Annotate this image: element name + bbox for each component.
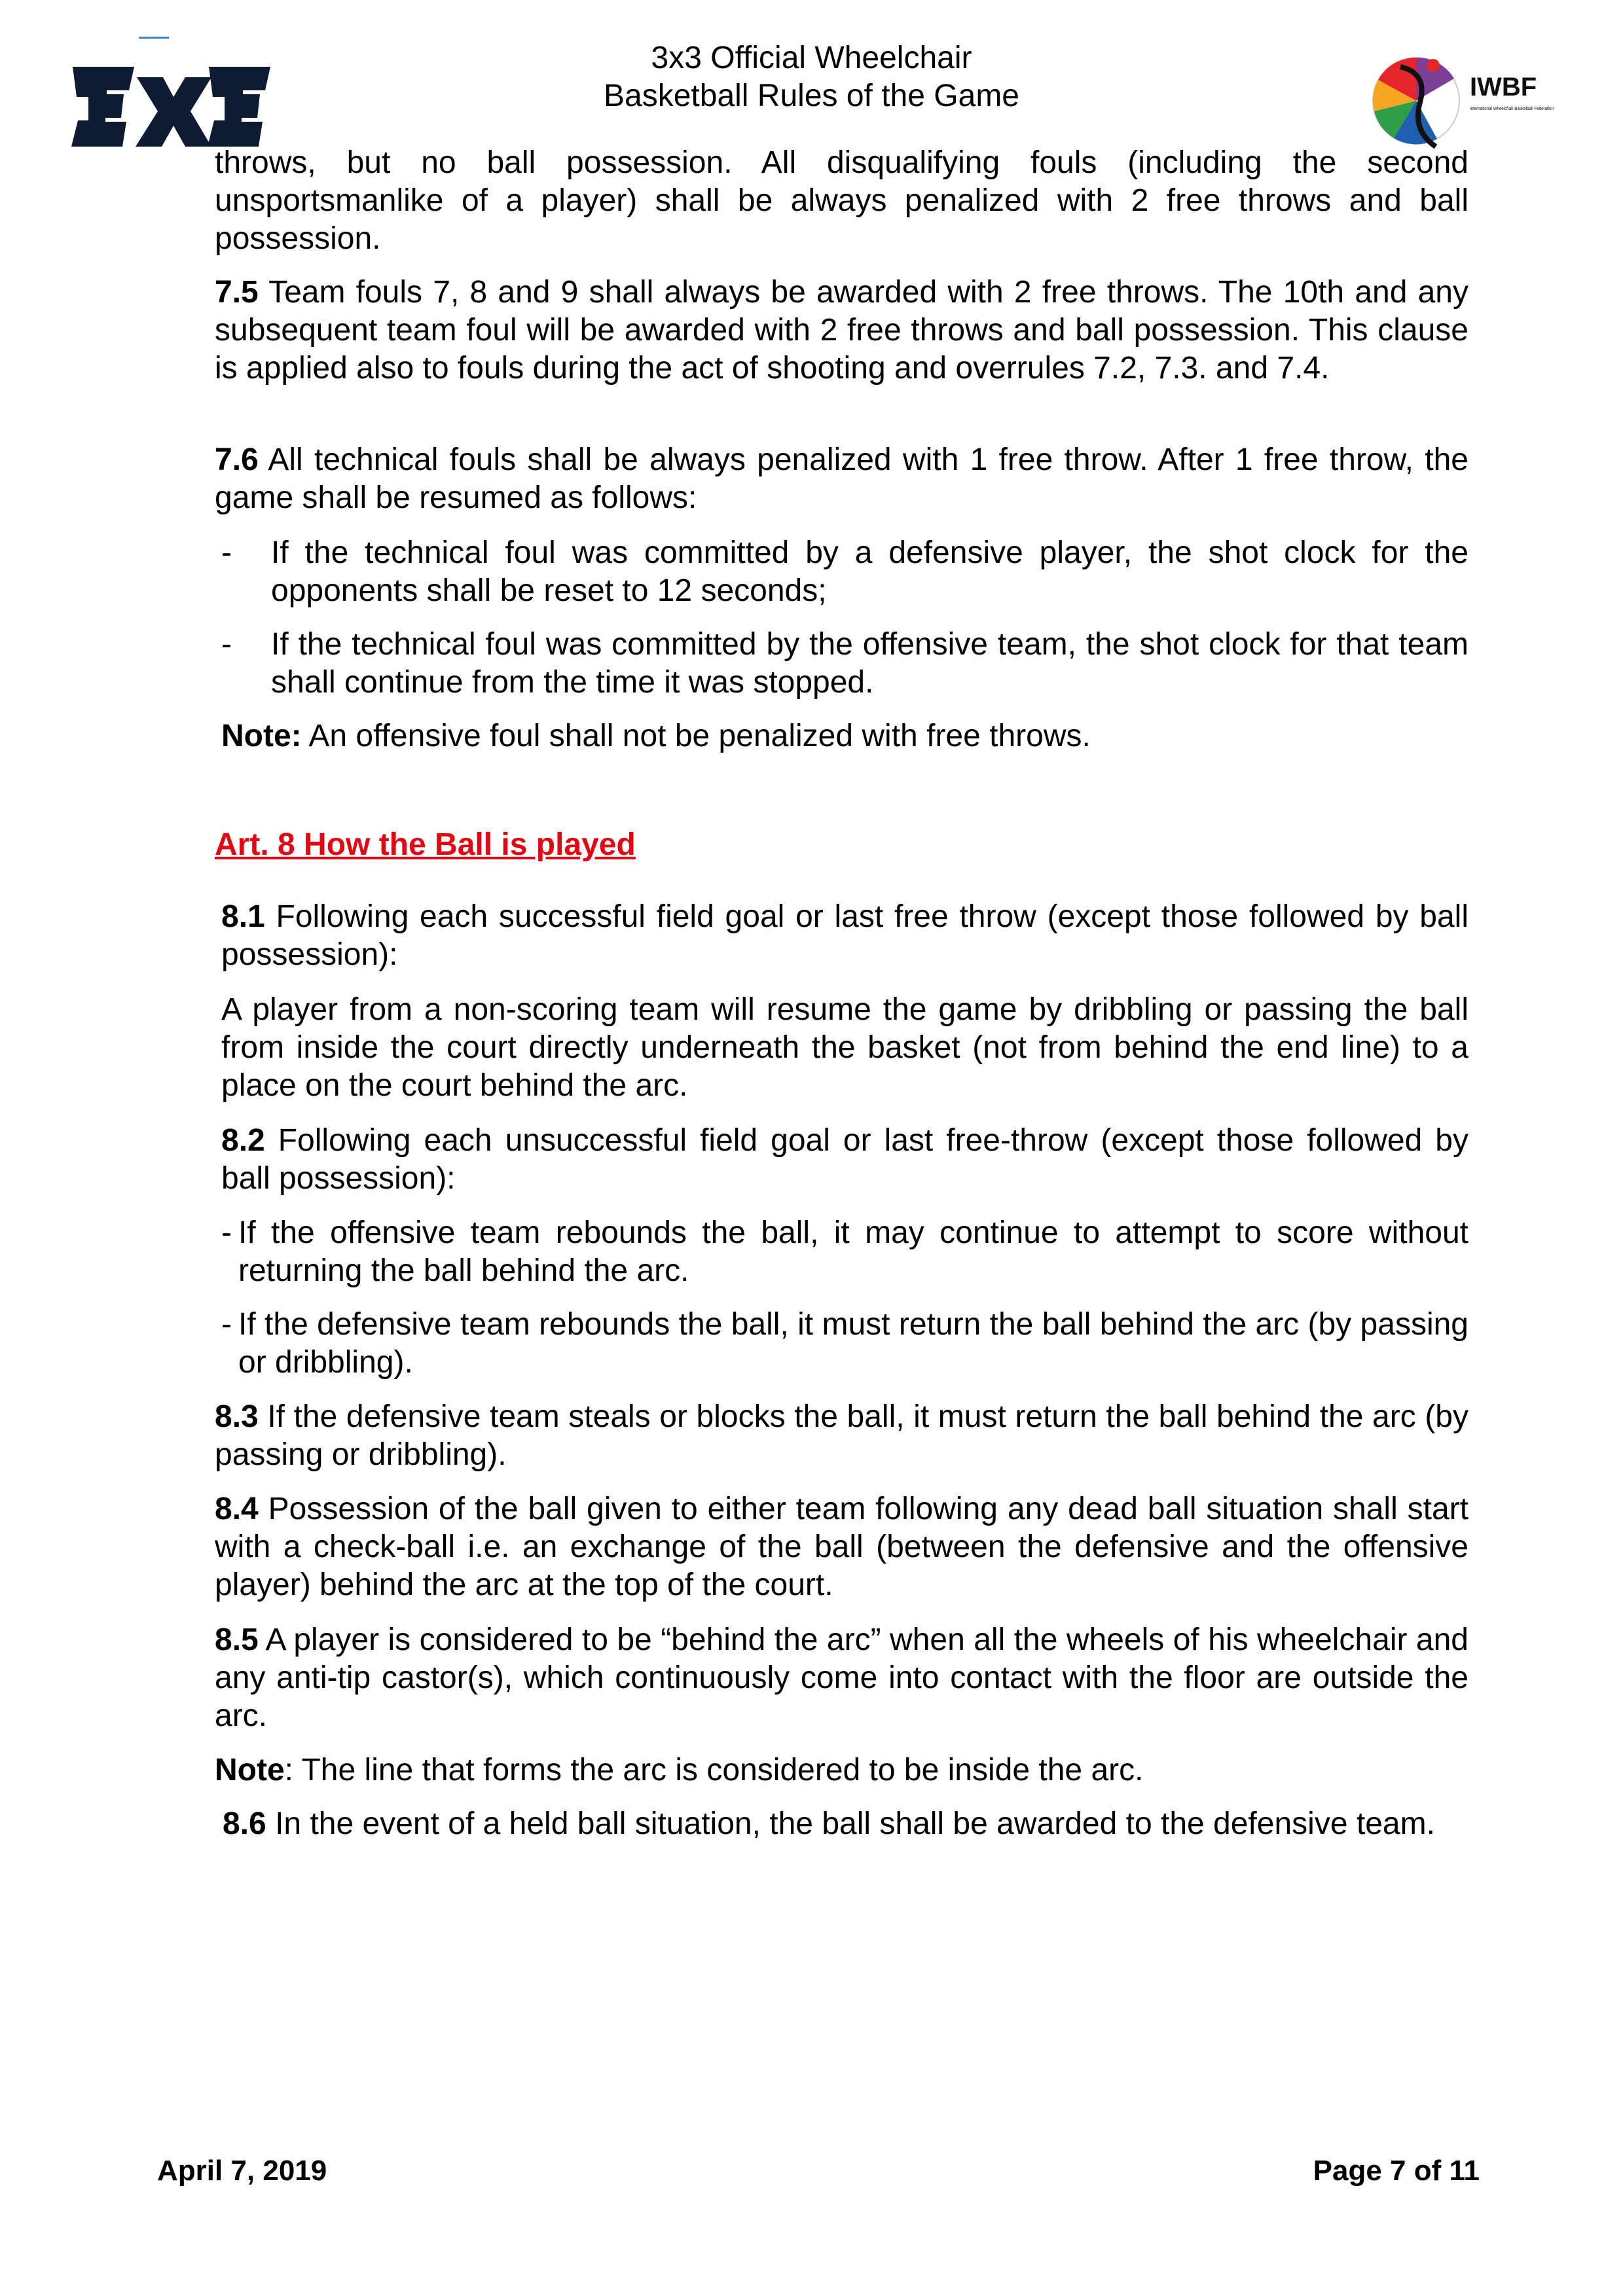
note-text: An offensive foul shall not be penalized with free throws. (301, 719, 1091, 753)
footer-page-number: Page 7 of 11 (1313, 2155, 1480, 2187)
iwbf-logo (1365, 48, 1561, 153)
rule-8-4 (215, 1490, 1468, 1604)
rule-8-3-text: If the defensive team steals or blocks the ball, it must return the ball behind the arc (by passing or dribbling). (215, 1399, 1468, 1472)
rule-8-4-text: Possession of the ball given to either team following any dead ball situation shall start with a check-ball i.e. an exchange of the ball (between the defensive and the offensive player) behind the arc at the top of the court. (215, 1492, 1468, 1602)
rule-8-2-bullet-2: If the defensive team rebounds the ball, it must return the ball behind the arc (by passing or dribbling). (238, 1307, 1468, 1380)
rule-8-1-label: 8.1 (221, 899, 265, 934)
logo-accent-line (139, 37, 169, 39)
rule-7-5 (215, 274, 1468, 387)
header-title-line2: Basketball Rules of the Game (604, 79, 1019, 113)
rule-7-5-text: Team fouls 7, 8 and 9 shall always be awarded with 2 free throws. The 10th and any subsequent team foul will be awarded with 2 free throws and ball possession. This clause is applied also to fouls during the act of shooting and overrules 7.2, 7.3. and 7.4. (215, 275, 1468, 386)
note-text: : The line that forms the arc is considered to be inside the arc. (284, 1753, 1144, 1787)
rule-8-2 (221, 1122, 1468, 1198)
iwbf-globe-icon (1373, 58, 1459, 147)
rule-7-6 (215, 441, 1468, 517)
footer-date: April 7, 2019 (157, 2155, 327, 2187)
note-label: Note: (221, 719, 302, 753)
rule-8-6-text: In the event of a held ball situation, the ball shall be awarded to the defensive team. (266, 1806, 1435, 1841)
continuation-paragraph: throws, but no ball possession. All disqualifying fouls (including the second unsportsmanlike of a player) shall be always penalized with 2 free throws and ball possession. (215, 145, 1468, 256)
right-logo-subtext: International Wheelchair Basketball Federation (1470, 107, 1554, 111)
header-title-line1: 3x3 Official Wheelchair (651, 41, 972, 75)
note-label: Note (215, 1753, 285, 1787)
rule-8-2-label: 8.2 (221, 1123, 265, 1158)
rule-7-6-label: 7.6 (215, 442, 259, 477)
rule-7-6-bullet-1: If the technical foul was committed by a defensive player, the shot clock for the opponents shall be reset to 12 seconds; (271, 535, 1468, 608)
bullet-dash: - (221, 1215, 232, 1250)
rule-8-2-bullet-1: If the offensive team rebounds the ball, it may continue to attempt to score without returning the ball behind the arc. (238, 1215, 1468, 1288)
note-offensive-foul (221, 717, 1468, 755)
bullet-dash: - (221, 1307, 232, 1342)
rule-8-5-label: 8.5 (215, 1623, 259, 1657)
bullet-dash: - (221, 535, 232, 570)
rule-8-1-text: Following each successful field goal or last free throw (except those followed by ball possession): (221, 899, 1468, 972)
bullet-dash: - (221, 627, 232, 662)
rule-8-6-label: 8.6 (223, 1806, 266, 1841)
rule-8-2-text: Following each unsuccessful field goal or last free-throw (except those followed by ball possession): (221, 1123, 1468, 1196)
note-arc-line (215, 1751, 1468, 1789)
rule-8-1-paragraph: A player from a non-scoring team will resume the game by dribbling or passing the ball from inside the court directly underneath the basket (not from behind the end line) to a place on the court behind the arc. (221, 992, 1468, 1103)
rule-8-5-text: A player is considered to be “behind the arc” when all the wheels of his wheelchair and any anti-tip castor(s), which continuously come into contact with the floor are outside the arc. (215, 1623, 1468, 1733)
rule-8-3-label: 8.3 (215, 1399, 259, 1434)
rule-8-4-label: 8.4 (215, 1492, 259, 1526)
rule-8-1 (221, 898, 1468, 974)
rule-8-6 (215, 1805, 1468, 1843)
rule-7-6-bullet-2: If the technical foul was committed by the offensive team, the shot clock for that team shall continue from the time it was stopped. (271, 627, 1468, 700)
rule-8-3 (215, 1398, 1468, 1474)
rule-8-5 (215, 1621, 1468, 1735)
rule-7-6-text: All technical fouls shall be always penalized with 1 free throw. After 1 free throw, the game shall be resumed as follows: (215, 442, 1468, 515)
article-8-heading: Art. 8 How the Ball is played (215, 827, 636, 862)
right-logo-text: IWBF (1470, 73, 1537, 101)
rule-7-5-label: 7.5 (215, 275, 259, 310)
